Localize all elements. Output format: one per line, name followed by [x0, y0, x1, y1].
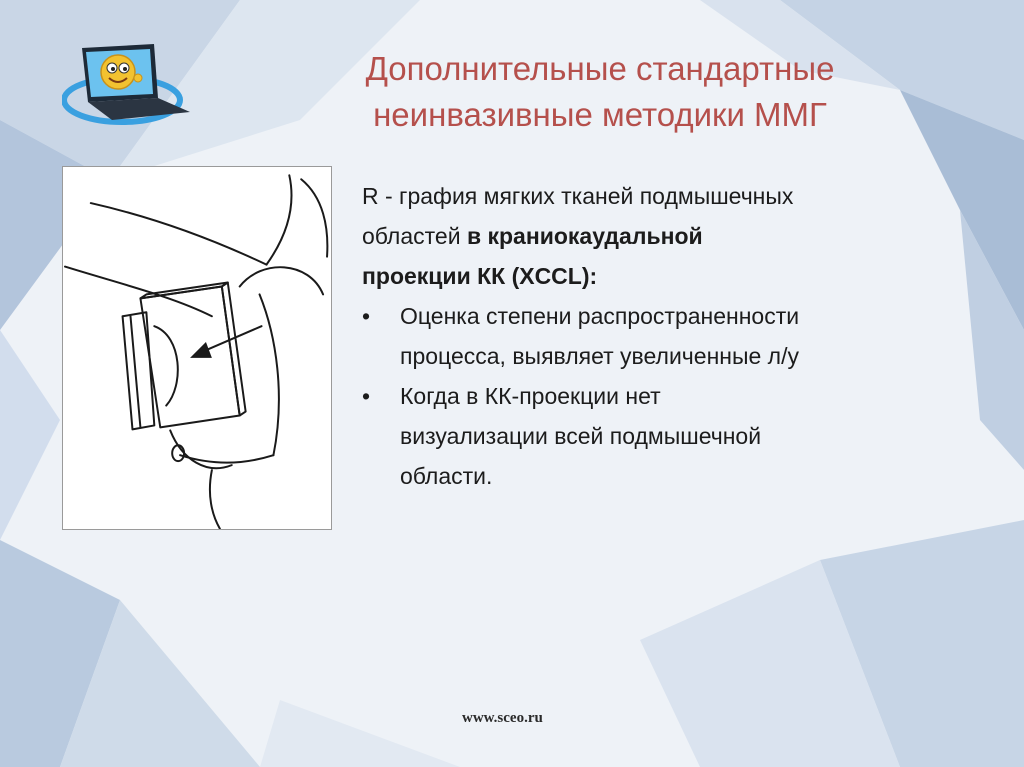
- illustration-frame: [62, 166, 332, 530]
- intro-paragraph: [362, 176, 962, 296]
- title-line-2: неинвазивные методики ММГ: [373, 96, 827, 133]
- bullet-marker: •: [362, 383, 371, 409]
- bullet-line: Оценка степени распространенности: [400, 303, 800, 329]
- intro-line-1: R - графия мягких тканей подмышечных: [362, 183, 794, 209]
- footer-url[interactable]: www.sceo.ru: [462, 710, 543, 726]
- bullet-list: [362, 296, 962, 496]
- slide-title: [250, 46, 950, 138]
- logo: [62, 40, 192, 130]
- laptop-smiley-logo-icon: [62, 40, 192, 130]
- bullet-line: области.: [400, 463, 493, 489]
- bullet-line: Когда в КК-проекции нет: [400, 383, 661, 409]
- slide-body: [362, 176, 962, 496]
- title-line-1: Дополнительные стандартные: [365, 50, 835, 87]
- bullet-line: процесса, выявляет увеличенные л/у: [400, 343, 799, 369]
- intro-bold-1: в краниокаудальной: [466, 223, 703, 249]
- axillary-compression-illustration: [63, 167, 331, 529]
- intro-line-2: областей: [362, 223, 467, 249]
- bullet-item: [362, 296, 962, 376]
- intro-bold-2: проекции КК (XCCL):: [362, 263, 598, 289]
- bullet-marker: •: [362, 303, 371, 329]
- bullet-line: визуализации всей подмышечной: [400, 423, 762, 449]
- bullet-item: [362, 376, 962, 496]
